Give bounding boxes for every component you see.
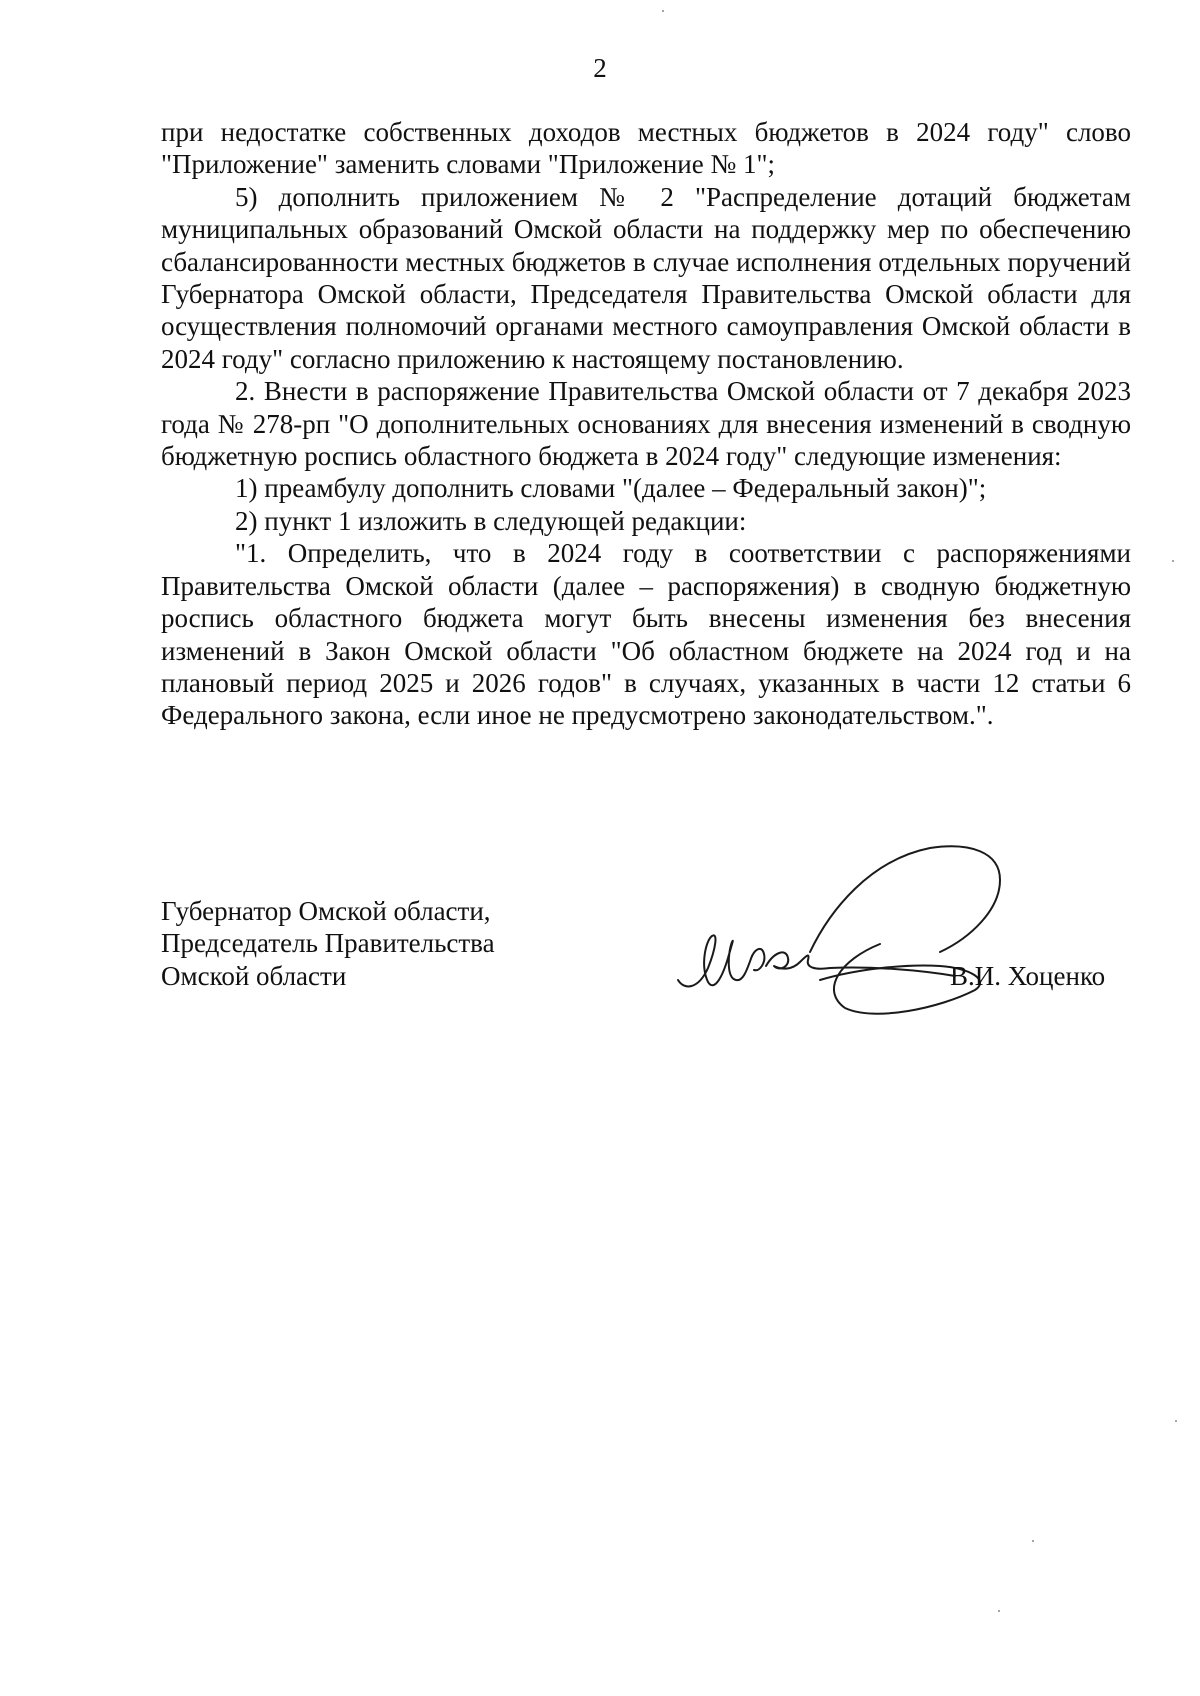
page-number: 2: [593, 53, 607, 83]
signatory-name: В.И. Хоценко: [950, 961, 1106, 991]
paragraph-subitem-1: 1) преамбулу дополнить словами "(далее – Федеральный закон)";: [235, 473, 987, 504]
paragraph-point-2: 2. Внести в распоряжение Правительства Омской области от 7 декабря 2023 года № 278-рп "О дополнительных основаниях для внесения изменений в сводную бюджетную роспись областного бюджета в 2024 году" следующие изменения:: [161, 376, 1131, 472]
scan-speck: [662, 10, 664, 12]
paragraph-continuation: при недостатке собственных доходов местных бюджетов в 2024 году" слово "Приложение" заменить словами "Приложение № 1";: [161, 117, 1131, 180]
scan-speck: [1175, 1420, 1177, 1422]
scan-speck: [1032, 1540, 1034, 1542]
signatory-title-line: Председатель Правительства: [161, 928, 495, 959]
paragraph-quoted-point-1: "1. Определить, что в 2024 году в соответствии с распоряжениями Правительства Омской области (далее – распоряжения) в сводную бюджетную роспись областного бюджета могут быть внесены изменения без внесения изменений в Закон Омской области "Об областном бюджете на 2024 год и на плановый период 2025 и 2026 годов" в случаях, указанных в части 12 статьи 6 Федерального закона, если иное не предусмотрено законодательством.".: [161, 538, 1131, 731]
signatory-title-line: Омской области: [161, 960, 347, 991]
signatory-title-line: Губернатор Омской области,: [161, 896, 491, 926]
scan-speck: [998, 1610, 1000, 1612]
paragraph-item-5: 5) дополнить приложением № 2 "Распределение дотаций бюджетам муниципальных образований Омской области на поддержку мер по обеспечению сбалансированности местных бюджетов в случае исполнения отдельных поручений Губернатора Омской области, Председателя Правительства Омской области для осуществления полномочий органами местного самоуправления Омской области в 2024 году" согласно приложению к настоящему постановлению.: [161, 181, 1131, 374]
scan-speck: [1172, 560, 1174, 562]
signatory-title: [161, 895, 495, 992]
document-body: [161, 116, 1131, 732]
paragraph-subitem-2: 2) пункт 1 изложить в следующей редакции:: [235, 505, 747, 536]
